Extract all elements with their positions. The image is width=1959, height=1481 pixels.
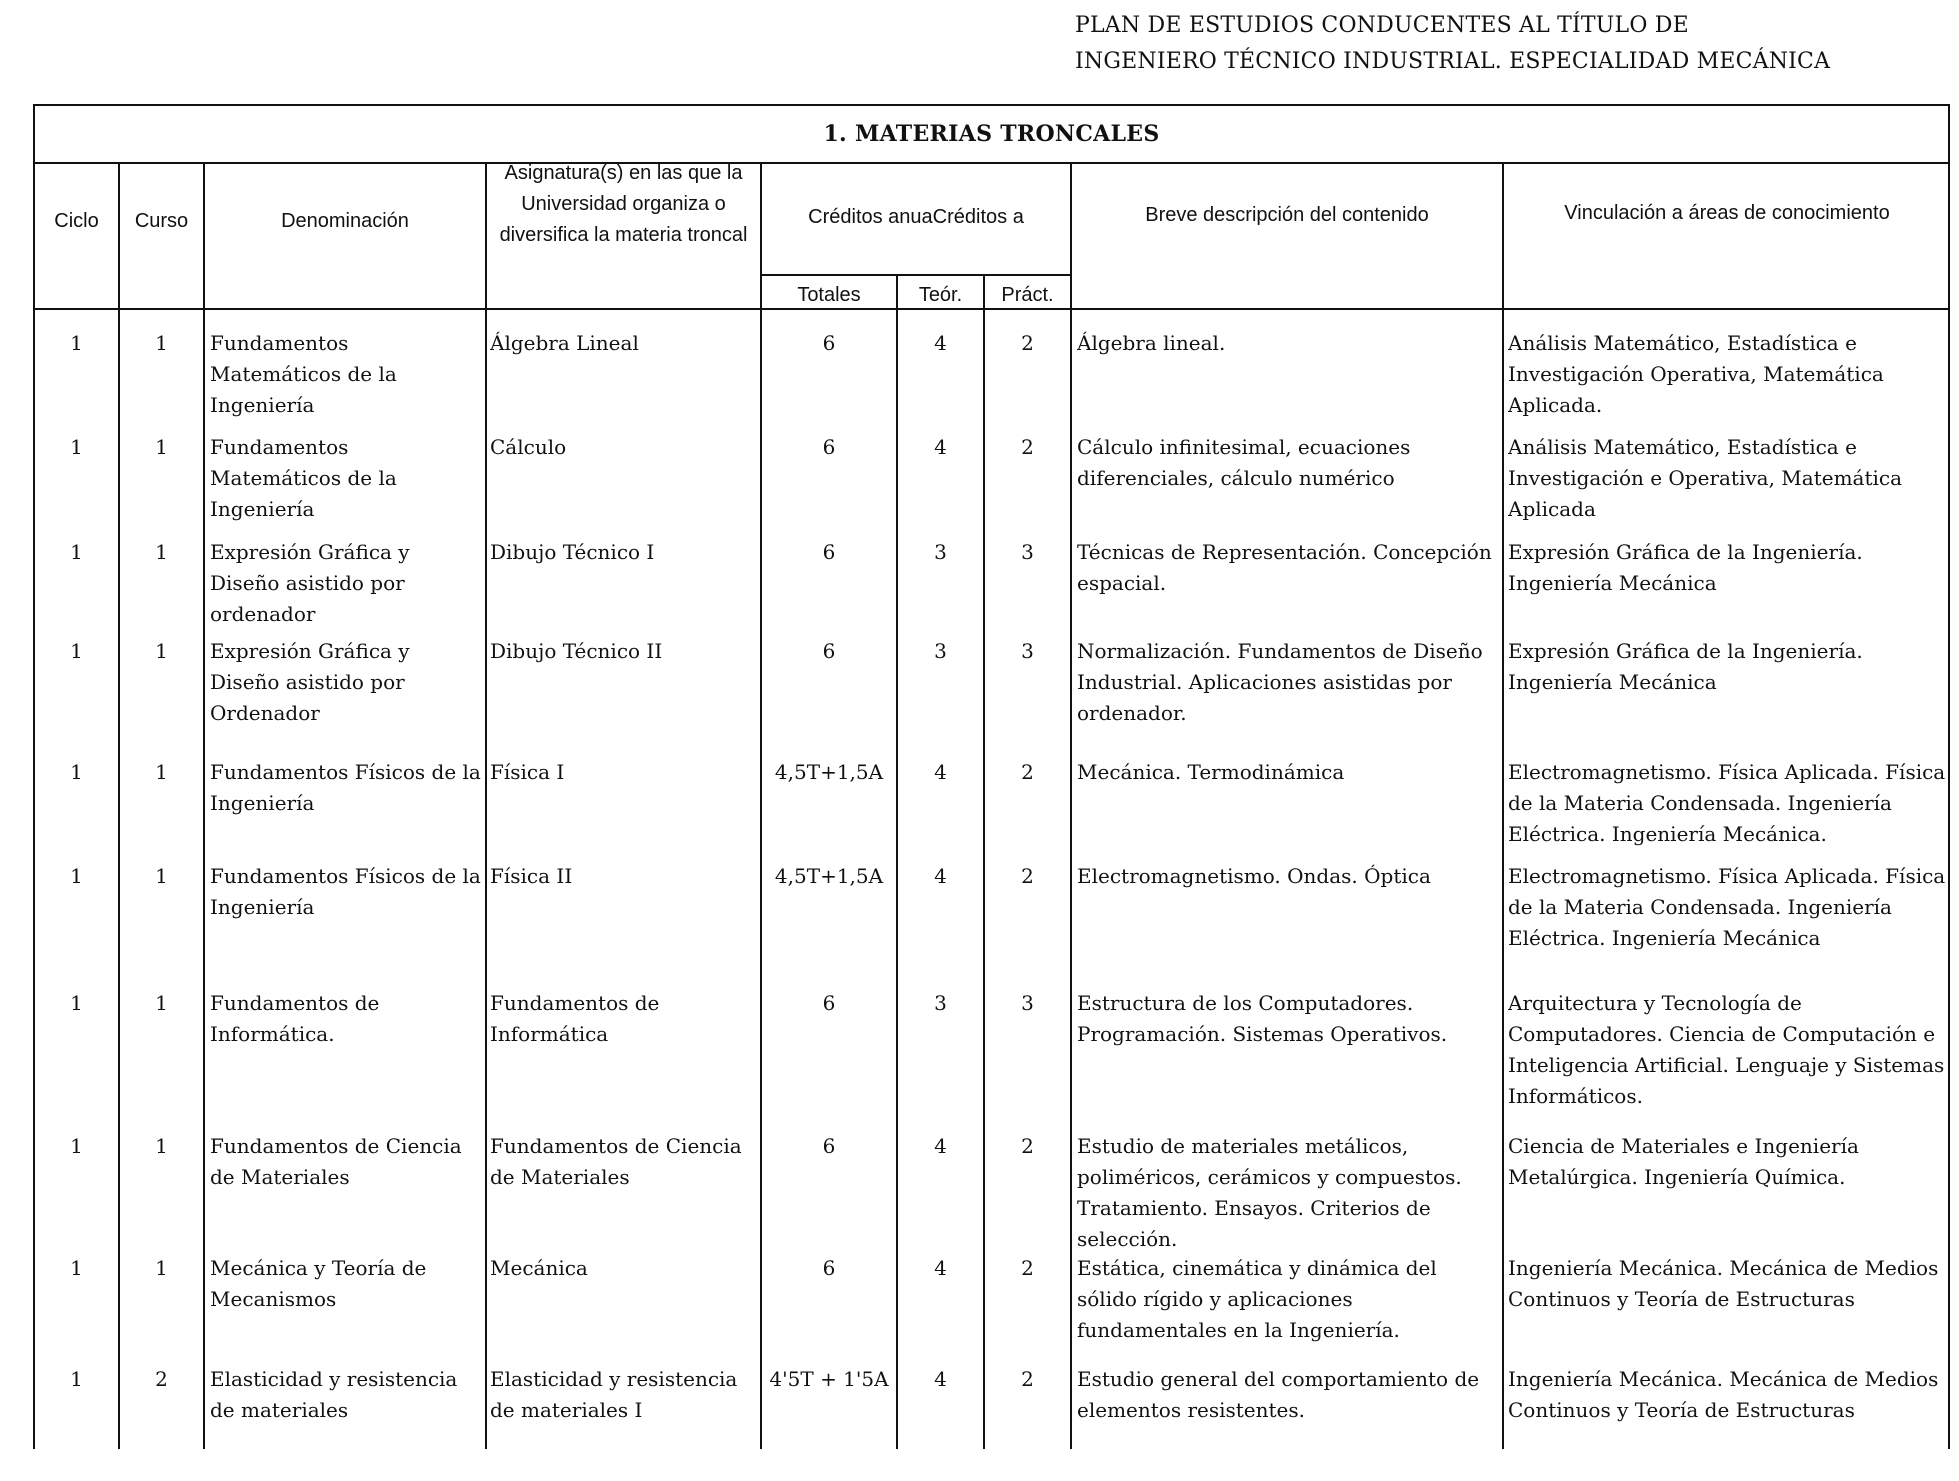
- cell-asignatura: Física II: [490, 864, 573, 888]
- cell-curso: 1: [155, 760, 168, 784]
- cell-teor: 4: [934, 1367, 947, 1391]
- cell-totales: 4'5T + 1'5A: [769, 1367, 889, 1391]
- header-curso: Curso: [134, 210, 189, 232]
- cell-totales: 4,5T+1,5A: [774, 864, 884, 888]
- cell-vinculacion: Expresión Gráfica de la Ingeniería. Ingeniería Mecánica: [1508, 540, 1863, 595]
- cell-descripcion: Estudio de materiales metálicos, poliméricos, cerámicos y compuestos. Tratamiento. Ensayos. Criterios de selección.: [1077, 1134, 1462, 1251]
- cell-vinculacion: Electromagnetismo. Física Aplicada. Física de la Materia Condensada. Ingeniería Eléctrica. Ingeniería Mecánica.: [1508, 760, 1946, 846]
- cell-curso: 1: [155, 435, 168, 459]
- cell-vinculacion: Análisis Matemático, Estadística e Investigación e Operativa, Matemática Aplicada: [1508, 435, 1903, 521]
- cell-totales: 6: [822, 639, 836, 663]
- cell-asignatura: Dibujo Técnico I: [490, 540, 655, 564]
- cell-descripcion: Estática, cinemática y dinámica del sólido rígido y aplicaciones fundamentales en la Ingeniería.: [1077, 1256, 1437, 1342]
- cell-totales: 6: [822, 435, 836, 459]
- cell-teor: 3: [934, 991, 947, 1015]
- cell-pract: 2: [1021, 1256, 1034, 1280]
- title-line-2: INGENIERO TÉCNICO INDUSTRIAL. ESPECIALIDAD MECÁNICA: [1075, 49, 1831, 74]
- cell-denominacion: Fundamentos Matemáticos de la Ingeniería: [210, 331, 397, 417]
- cell-asignatura: Fundamentos de Ciencia de Materiales: [490, 1134, 742, 1189]
- header-asignaturas: Asignatura(s) en las que la Universidad organiza o diversifica la materia troncal: [499, 162, 748, 246]
- credits-sub-line: [760, 274, 1070, 276]
- col-line-descripcion: [1070, 164, 1072, 1449]
- cell-asignatura: Álgebra Lineal: [490, 331, 639, 355]
- cell-asignatura: Fundamentos de Informática: [490, 991, 660, 1046]
- cell-pract: 3: [1021, 991, 1034, 1015]
- cell-curso: 1: [155, 639, 168, 663]
- cell-totales: 4,5T+1,5A: [774, 760, 884, 784]
- cell-denominacion: Fundamentos Matemáticos de la Ingeniería: [210, 435, 397, 521]
- header-denominacion: Denominación: [281, 210, 409, 232]
- cell-denominacion: Expresión Gráfica y Diseño asistido por Ordenador: [210, 639, 410, 725]
- header-vinculacion: Vinculación a áreas de conocimiento: [1564, 202, 1890, 224]
- cell-descripcion: Mecánica. Termodinámica: [1077, 760, 1345, 784]
- cell-descripcion: Normalización. Fundamentos de Diseño Industrial. Aplicaciones asistidas por ordenador.: [1077, 639, 1483, 725]
- cell-ciclo: 1: [70, 760, 83, 784]
- cell-descripcion: Electromagnetismo. Ondas. Óptica: [1077, 864, 1431, 888]
- cell-asignatura: Mecánica: [490, 1256, 588, 1280]
- cell-asignatura: Elasticidad y resistencia de materiales I: [490, 1367, 738, 1422]
- cell-vinculacion: Ingeniería Mecánica. Mecánica de Medios Continuos y Teoría de Estructuras: [1508, 1256, 1939, 1311]
- cell-curso: 1: [155, 1256, 168, 1280]
- cell-pract: 2: [1021, 1367, 1034, 1391]
- cell-pract: 3: [1021, 540, 1034, 564]
- cell-ciclo: 1: [70, 540, 83, 564]
- header-creditos: Créditos anuaCréditos a: [808, 206, 1024, 228]
- col-line-asignatura: [485, 164, 487, 1449]
- cell-pract: 2: [1021, 435, 1034, 459]
- cell-pract: 2: [1021, 331, 1034, 355]
- cell-ciclo: 1: [70, 1256, 83, 1280]
- cell-ciclo: 1: [70, 435, 83, 459]
- cell-totales: 6: [822, 1134, 836, 1158]
- cell-pract: 3: [1021, 639, 1034, 663]
- cell-vinculacion: Ciencia de Materiales e Ingeniería Metalúrgica. Ingeniería Química.: [1508, 1134, 1859, 1189]
- cell-denominacion: Fundamentos de Informática.: [210, 991, 380, 1046]
- cell-vinculacion: Electromagnetismo. Física Aplicada. Física de la Materia Condensada. Ingeniería Eléctrica. Ingeniería Mecánica: [1508, 864, 1946, 950]
- cell-ciclo: 1: [70, 639, 83, 663]
- cell-curso: 1: [155, 1134, 168, 1158]
- cell-denominacion: Fundamentos de Ciencia de Materiales: [210, 1134, 462, 1189]
- cell-curso: 1: [155, 991, 168, 1015]
- cell-totales: 6: [822, 1256, 836, 1280]
- title-line-1: PLAN DE ESTUDIOS CONDUCENTES AL TÍTULO DE: [1075, 13, 1689, 38]
- cell-denominacion: Elasticidad y resistencia de materiales: [210, 1367, 458, 1422]
- cell-vinculacion: Análisis Matemático, Estadística e Investigación Operativa, Matemática Aplicada.: [1508, 331, 1884, 417]
- cell-teor: 4: [934, 760, 947, 784]
- cell-vinculacion: Expresión Gráfica de la Ingeniería. Ingeniería Mecánica: [1508, 639, 1863, 694]
- cell-teor: 4: [934, 864, 947, 888]
- cell-descripcion: Estructura de los Computadores. Programación. Sistemas Operativos.: [1077, 991, 1448, 1046]
- cell-pract: 2: [1021, 1134, 1034, 1158]
- cell-denominacion: Fundamentos Físicos de la Ingeniería: [210, 864, 481, 919]
- cell-teor: 4: [934, 435, 947, 459]
- cell-vinculacion: Ingeniería Mecánica. Mecánica de Medios Continuos y Teoría de Estructuras: [1508, 1367, 1939, 1422]
- cell-ciclo: 1: [70, 991, 83, 1015]
- cell-curso: 1: [155, 331, 168, 355]
- cell-descripcion: Cálculo infinitesimal, ecuaciones diferenciales, cálculo numérico: [1077, 435, 1411, 490]
- cell-ciclo: 1: [70, 1367, 83, 1391]
- cell-descripcion: Álgebra lineal.: [1077, 331, 1226, 355]
- col-line-vinculacion: [1502, 164, 1504, 1449]
- header-ciclo: Ciclo: [54, 210, 99, 232]
- cell-pract: 2: [1021, 760, 1034, 784]
- cell-teor: 4: [934, 331, 947, 355]
- col-line-denominacion: [203, 164, 205, 1449]
- document-title: [1075, 8, 1830, 80]
- cell-curso: 1: [155, 540, 168, 564]
- cell-ciclo: 1: [70, 1134, 83, 1158]
- cell-asignatura: Cálculo: [490, 435, 567, 459]
- cell-totales: 6: [822, 331, 836, 355]
- header-pract: Práct.: [1001, 284, 1054, 306]
- cell-teor: 4: [934, 1134, 947, 1158]
- cell-pract: 2: [1021, 864, 1034, 888]
- cell-denominacion: Mecánica y Teoría de Mecanismos: [210, 1256, 427, 1311]
- cell-descripcion: Estudio general del comportamiento de elementos resistentes.: [1077, 1367, 1480, 1422]
- cell-totales: 6: [822, 540, 836, 564]
- cell-denominacion: Expresión Gráfica y Diseño asistido por ordenador: [210, 540, 410, 626]
- cell-teor: 4: [934, 1256, 947, 1280]
- cell-ciclo: 1: [70, 864, 83, 888]
- cell-asignatura: Física I: [490, 760, 565, 784]
- cell-vinculacion: Arquitectura y Tecnología de Computadores. Ciencia de Computación e Inteligencia Artificial. Lenguaje y Sistemas Informáticos.: [1508, 991, 1945, 1108]
- header-totales: Totales: [797, 284, 861, 306]
- cell-ciclo: 1: [70, 331, 83, 355]
- cell-teor: 3: [934, 639, 947, 663]
- cell-descripcion: Técnicas de Representación. Concepción espacial.: [1077, 540, 1492, 595]
- cell-denominacion: Fundamentos Físicos de la Ingeniería: [210, 760, 481, 815]
- header-descripcion: Breve descripción del contenido: [1145, 204, 1429, 226]
- section-title: 1. MATERIAS TRONCALES: [33, 106, 1950, 164]
- cell-teor: 3: [934, 540, 947, 564]
- cell-totales: 6: [822, 991, 836, 1015]
- cell-asignatura: Dibujo Técnico II: [490, 639, 663, 663]
- cell-curso: 2: [155, 1367, 168, 1391]
- cell-curso: 1: [155, 864, 168, 888]
- header-teor: Teór.: [918, 284, 963, 306]
